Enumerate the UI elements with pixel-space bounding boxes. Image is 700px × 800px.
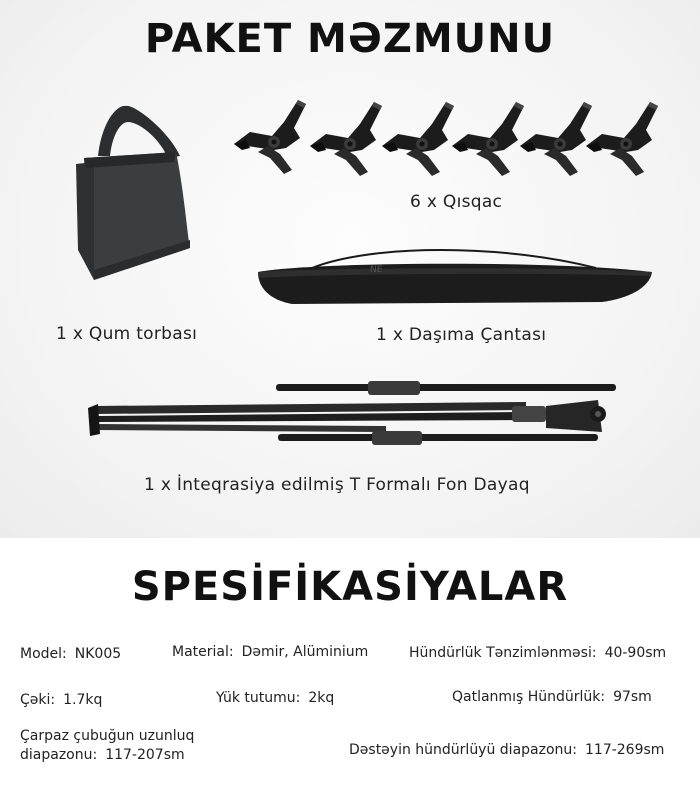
svg-text:NE: NE [370,265,383,275]
spec-model [20,646,121,662]
spec-folded-height [452,689,652,705]
specs-title: SPESİFİKASİYALAR [131,564,569,610]
clamp-icon [234,100,306,174]
clamp-icon [452,102,524,176]
spec-weight [20,692,102,708]
clamps-caption: 6 x Qısqac [410,192,503,212]
spec-material [172,644,368,660]
spec-stand-height [349,742,664,758]
spec-label: Qatlanmış Hündürlük: [452,689,606,705]
spec-value: 2kq [308,690,335,706]
spec-value: 40-90sm [604,645,667,661]
clamps-illustration [228,92,668,178]
spec-height-adjustment [409,645,666,661]
sandbag-caption: 1 x Qum torbası [56,324,198,344]
clamp-icon [310,102,382,176]
spec-value: 97sm [613,689,652,705]
spec-label: Çarpaz çubuğun uzunluq diapazonu: [20,728,195,763]
spec-label: Dəstəyin hündürlüyü diapazonu: [349,742,577,758]
spec-value: 117-207sm [105,747,185,763]
clamp-icon [586,102,658,176]
carry-bag-icon [252,242,658,312]
spec-label: Çəki: [20,692,56,708]
bag-caption: 1 x Daşıma Çantası [376,325,547,345]
spec-label: Yük tutumu: [216,690,301,706]
spec-value: 1.7kq [63,692,103,708]
spec-label: Material: [172,644,234,660]
spec-value: 117-269sm [585,742,665,758]
t-stand-icon [86,376,618,454]
spec-value: Dəmir, Alüminium [241,644,369,660]
spec-crossbar-length [20,727,260,765]
clamp-icon [520,102,592,176]
spec-value: NK005 [74,646,122,662]
spec-load-capacity [216,690,334,706]
spec-label: Hündürlük Tənzimlənməsi: [409,645,597,661]
sandbag-icon [68,100,198,285]
stand-caption: 1 x İnteqrasiya edilmiş T Formalı Fon Dayaq [144,475,530,495]
spec-label: Model: [20,646,67,662]
package-title: PAKET MƏZMUNU [144,16,556,62]
clamp-icon [382,102,454,176]
